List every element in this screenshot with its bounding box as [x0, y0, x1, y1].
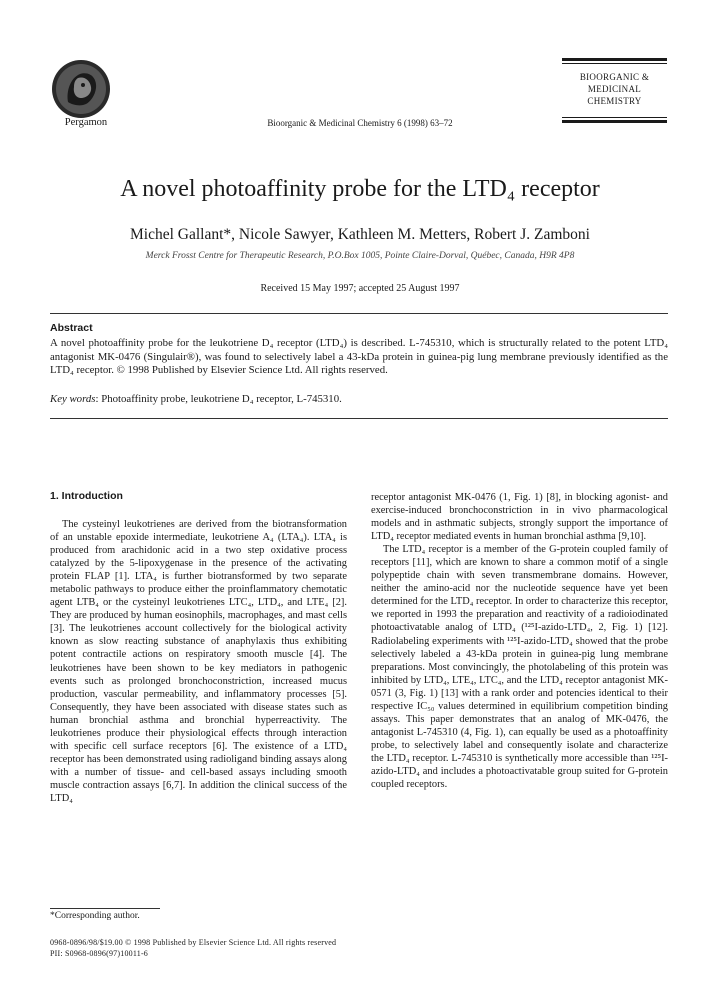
- section-divider: [50, 418, 668, 419]
- keywords-label: Key words: [50, 393, 96, 405]
- paragraph: The LTD₄ receptor is a member of the G-protein coupled family of receptors [11], which are known to share a common motif of a single polypeptide chain with seven transmembrane domains. However, neither the amino-acid nor the nucleotide sequence have yet been determined for the LTD₄ receptor. In order to characterize this receptor, we reported in 1993 the preparation and reactivity of a radioiodinated photoactivatable analog of LTD₄ (¹²⁵I-azido-LTD₄, 2, Fig. 1) [12]. Radiolabeling experiments with ¹²⁵I-azido-LTD₄ showed that the probe selectively labeled a 43-kDa protein in guinea-pig lung membrane preparations. Most convincingly, the photolabeling of this protein was inhibited by LTD₄, LTE₄, LTC₄, and the LTD₄ receptor antagonist MK-0571 (3, Fig. 1) [13] with a rank order and potencies identical to their respective IC₅₀ values determined in equilibrium competition binding assays. This paper demonstrates that an analog of MK-0476, the antagonist L-745310 (4, Fig. 1), can equally be used as a photoaffinity probe, to selectively label and consequently isolate and characterize the LTD₄ receptor. L-745310 is synthetically more accessible than ¹²⁵I-azido-LTD₄ and includes a photoactivatable group suited for G-protein coupled receptors.: [371, 544, 668, 791]
- footnote-rule: [50, 908, 160, 909]
- affiliation: Merck Frosst Centre for Therapeutic Research, P.O.Box 1005, Pointe Claire-Dorval, Québec, Canada, H9R 4P8: [145, 251, 575, 261]
- header-rule: [562, 58, 667, 61]
- journal-citation: Bioorganic & Medicinal Chemistry 6 (1998) 63–72: [267, 118, 453, 128]
- keywords: Key words: Photoaffinity probe, leukotriene D₄ receptor, L-745310.: [50, 393, 342, 405]
- journal-name-line: CHEMISTRY: [587, 96, 642, 106]
- corresponding-author-note: *Corresponding author.: [50, 911, 140, 921]
- abstract-heading: Abstract: [50, 322, 93, 334]
- pii-line: PII: S0968-0896(97)10011-6: [50, 949, 149, 958]
- header-rule: [562, 120, 667, 123]
- section-heading: 1. Introduction: [50, 490, 123, 502]
- publisher-logo: [50, 58, 112, 120]
- section-divider: [50, 313, 668, 314]
- paragraph: receptor antagonist MK-0476 (1, Fig. 1) [8], in blocking agonist- and exercise-induced bronchoconstriction in in vivo pharmacological models and in asthmatic subjects, strongly support the importance of LTD₄ receptor mediated events in human bronchial asthma [9,10].: [371, 492, 668, 543]
- header-rule: [562, 117, 667, 118]
- abstract-text: A novel photoaffinity probe for the leukotriene D₄ receptor (LTD₄) is described. L-745310, which is structurally related to the potent LTD₄ antagonist MK-0476 (Singulair®), was found to selectively label a 43-kDa protein in guinea-pig lung membrane previously identified as the LTD₄ receptor. © 1998 Published by Elsevier Science Ltd. All rights reserved.: [50, 337, 668, 377]
- left-column-text: The cysteinyl leukotrienes are derived from the biotransformation of an unstable epoxide intermediate, leukotriene A₄ (LTA₄). LTA₄ is produced from arachidonic acid in a two step oxidative process catalyzed by the 5-lipoxygenase in the presence of the activating protein FLAP [1]. LTA₄ is further biotransformed by two separate metabolic pathways to produce either the proinflammatory chemotatic agent LTB₄ or the cysteinyl leukotrienes LTC₄, LTD₄, and LTE₄ [2]. They are produced by human eosinophils, macrophages, and mast cells [3]. The leukotrienes account collectively for the biological activity known as slow reacting substance of anaphylaxis thus exhibiting potent contractile actions on respiratory smooth muscle [4]. The leukotrienes have been shown to be key mediators in pathogenic events such as prolonged bronchoconstriction, increased mucus production, vascular permeability, and inflammatory processes [5]. Consequently, they have been associated with disease states such as human bronchial asthma and bronchial hyperreactivity. The leukotrienes produce their physiological effects through interaction with specific cell surface receptors [6]. The existence of a LTD₄ receptor has been demonstrated using radioligand binding assays along with a number of tissue- and cell-based assays including smooth muscle contraction assays [6,7]. In addition the clinical success of the LTD₄: [50, 519, 347, 804]
- author-list: Michel Gallant*, Nicole Sawyer, Kathleen M. Metters, Robert J. Zamboni: [130, 226, 590, 243]
- journal-name-line: BIOORGANIC &: [579, 72, 650, 82]
- article-title: A novel photoaffinity probe for the LTD₄ receptor: [120, 176, 600, 202]
- journal-name: [562, 71, 667, 107]
- header-rule: [562, 63, 667, 64]
- publisher-name: Pergamon: [64, 117, 108, 128]
- right-column-text: [371, 491, 668, 791]
- journal-name-line: MEDICINAL: [587, 84, 642, 94]
- keywords-text: Photoaffinity probe, leukotriene D₄ receptor, L-745310.: [101, 393, 342, 405]
- received-dates: Received 15 May 1997; accepted 25 August 1997: [260, 283, 460, 294]
- copyright-line: 0968-0896/98/$19.00 © 1998 Published by Elsevier Science Ltd. All rights reserved: [50, 938, 337, 947]
